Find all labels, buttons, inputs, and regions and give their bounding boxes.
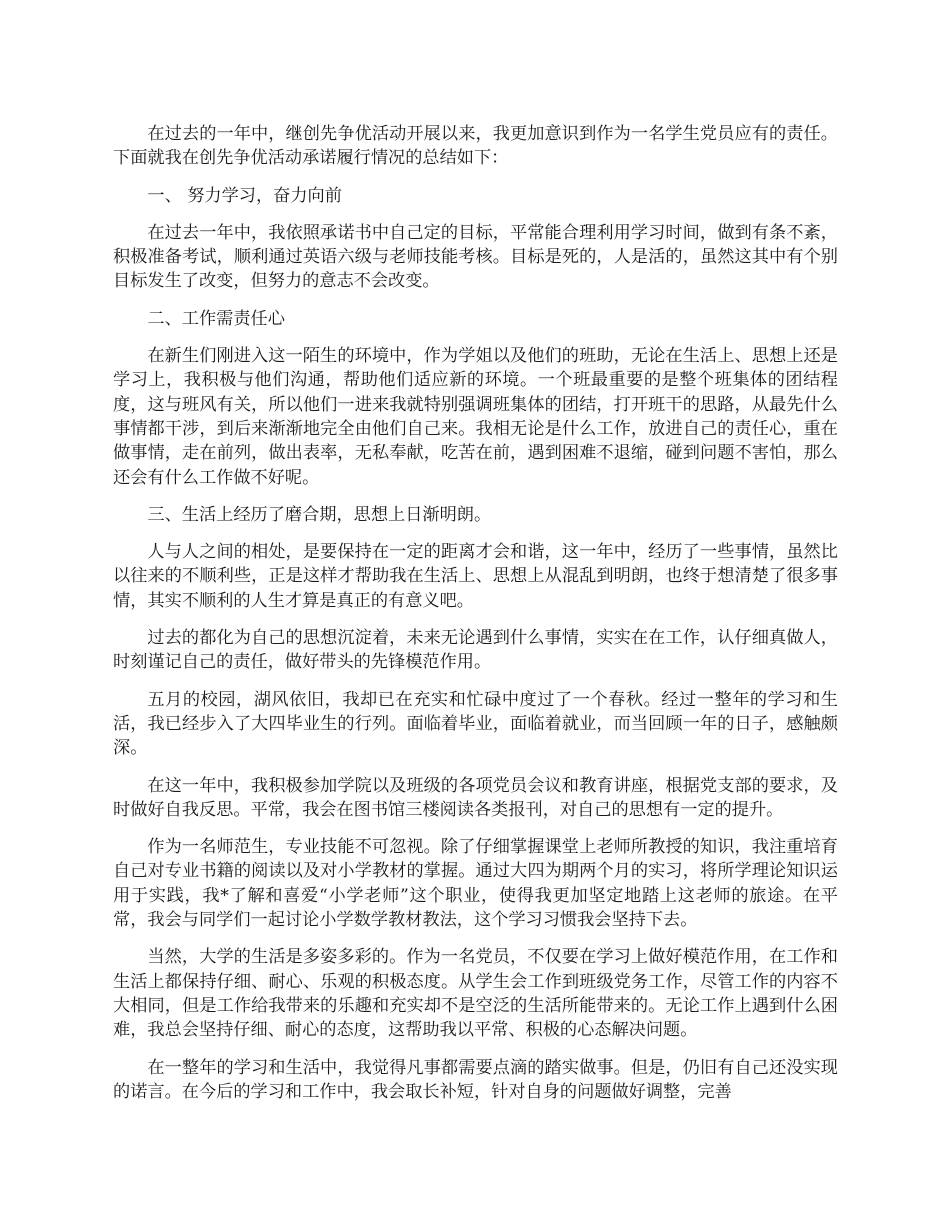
paragraph-life: 人与人之间的相处，是要保持在一定的距离才会和谐，这一年中，经历了一些事情，虽然比以往来的不顺利些，正是这样才帮助我在生活上、思想上从混乱到明朗，也终于想清楚了很多事情，其实不顺利的人生才算是真正的有意义吧。 bbox=[113, 542, 838, 611]
section-heading-3: 三、生活上经历了磨合期，思想上日渐明朗。 bbox=[147, 504, 492, 525]
paragraph-work: 在新生们刚进入这一陌生的环境中，作为学姐以及他们的班助，无论在生活上、思想上还是学习上，我积极与他们沟通，帮助他们适应新的环境。一个班最重要的是整个班集体的团结程度，这与班风有关，所以他们一进来我就特别强调班集体的团结，打开班干的思路，从最先什么事情都干涉，到后来渐渐地完全由他们自己来。我相无论是什么工作，放进自己的责任心，重在做事情，走在前列，做出表率，无私奉献，吃苦在前，遇到困难不退缩，碰到问题不害怕，那么还会有什么工作做不好呢。 bbox=[113, 346, 838, 488]
paragraph-conclusion: 在一整年的学习和生活中，我觉得凡事都需要点滴的踏实做事。但是，仍旧有自己还没实现的诺言。在今后的学习和工作中，我会取长补短，针对自身的问题做好调整，完善 bbox=[113, 1057, 838, 1102]
section-heading-1: 一、 努力学习，奋力向前 bbox=[147, 185, 342, 206]
paragraph-intro: 在过去的一年中，继创先争优活动开展以来，我更加意识到作为一名学生党员应有的责任。下面就我在创先争优活动承诺履行情况的总结如下： bbox=[113, 124, 838, 169]
section-heading-2: 二、工作需责任心 bbox=[147, 308, 285, 329]
paragraph-study: 在过去一年中，我依照承诺书中自己定的目标，平常能合理利用学习时间，做到有条不紊，积极准备考试，顺利通过英语六级与老师技能考核。目标是死的，人是活的，虽然这其中有个别目标发生了改变，但努力的意志不会改变。 bbox=[113, 222, 838, 292]
paragraph-party-meetings: 在这一年中，我积极参加学院以及班级的各项党员会议和教育讲座，根据党支部的要求，及时做好自我反思。平常，我会在图书馆三楼阅读各类报刊，对自己的思想有一定的提升。 bbox=[113, 775, 838, 820]
paragraph-reflection: 过去的都化为自己的思想沉淀着，未来无论遇到什么事情，实实在在工作，认仔细真做人，时刻谨记自己的责任，做好带头的先锋模范作用。 bbox=[113, 628, 838, 673]
paragraph-may-campus: 五月的校园，湖风依旧，我却已在充实和忙碌中度过了一个春秋。经过一整年的学习和生活，我已经步入了大四毕业生的行列。面临着毕业，面临着就业，而当回顾一年的日子，感触颇深。 bbox=[113, 689, 838, 759]
paragraph-college-life: 当然，大学的生活是多姿多彩的。作为一名党员，不仅要在学习上做好模范作用，在工作和生活上都保持仔细、耐心、乐观的积极态度。从学生会工作到班级党务工作，尽管工作的内容不大相同，但是工作给我带来的乐趣和充实却不是空泛的生活所能带来的。无论工作上遇到什么困难，我总会坚持仔细、耐心的态度，这帮助我以平常、积极的心态解决问题。 bbox=[113, 947, 838, 1041]
document-body bbox=[113, 122, 838, 1117]
paragraph-teaching-skills: 作为一名师范生，专业技能不可忽视。除了仔细掌握课堂上老师所教授的知识，我注重培育自己对专业书籍的阅读以及对小学教材的掌握。通过大四为期两个月的实习，将所学理论知识运用于实践，我*了解和喜爱“小学老师”这个职业，使得我更加坚定地踏上这老师的旅途。在平常，我会与同学们一起讨论小学数学教材教法，这个学习习惯我会坚持下去。 bbox=[113, 837, 838, 931]
